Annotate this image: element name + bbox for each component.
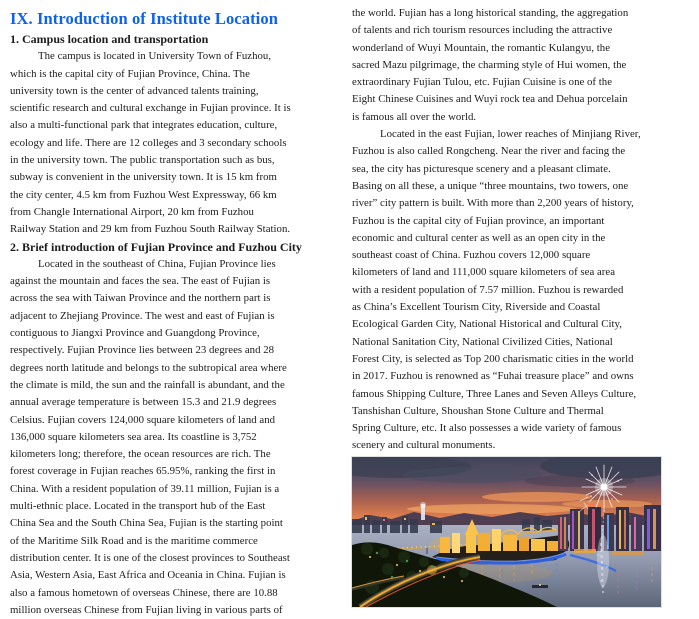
text-line: Spring Culture, etc. It also possesses a wide variety of famous bbox=[352, 422, 622, 435]
text-line: Railway Station and 29 km from Fuzhou South Railway Station. bbox=[10, 223, 291, 236]
text-line: sea, the city has picturesque scenery and a pleasant climate. bbox=[352, 162, 611, 175]
text-line: 136,000 square kilometers sea area. Its coastline is 3,752 bbox=[10, 430, 257, 443]
text-line: as China’s Excellent Tourism City, Riverside and Coastal bbox=[352, 301, 601, 314]
text-line: also a famous hometown of overseas Chinese, there are 10.88 bbox=[10, 586, 278, 599]
text-line: scientific research and cultural exchange in Fujian province. It is bbox=[10, 102, 291, 115]
text-line: kilometers of land and 111,000 square kilometers of sea area bbox=[352, 266, 616, 279]
text-line: against the mountain and faces the sea. The east of Fujian is bbox=[10, 275, 271, 288]
text-line: from Changle International Airport, 20 km from Fuzhou bbox=[10, 205, 254, 218]
text-line: Fuzhou is the capital city of Fujian province, an important bbox=[352, 214, 605, 227]
text-line: in 2017. Fuzhou is renowned as “Fuhai treasure place” and owns bbox=[352, 370, 634, 383]
text-line: Tanshishan Culture, Shoushan Stone Culture and Thermal bbox=[352, 404, 604, 417]
text-line: ecology and life. There are 12 colleges and 3 secondary schools bbox=[10, 136, 287, 149]
text-line: Celsius. Fujian covers 124,000 square kilometers of land and bbox=[10, 413, 276, 426]
text-line: also a multi-functional park that integrates education, culture, bbox=[10, 119, 278, 132]
page-title: IX. Introduction of Institute Location bbox=[10, 9, 278, 28]
text-line: of talents and rich tourism resources including the attractive bbox=[352, 24, 613, 37]
text-line: of the Maritime Silk Road and is the maritime commerce bbox=[10, 534, 258, 547]
text-line: extraordinary Fujian Tulou, etc. Fujian Cuisine is one of the bbox=[352, 76, 613, 89]
text-line: wonderland of Wuyi Mountain, the romantic Kulangyu, the bbox=[352, 41, 611, 54]
text-line: Located in the east Fujian, lower reaches of Minjiang River, bbox=[380, 128, 641, 141]
text-line: economic and cultural center as well as an open city in the bbox=[352, 231, 606, 244]
text-line: Fuzhou is also called Rongcheng. Near the river and facing the bbox=[352, 145, 626, 158]
paragraph-fujian bbox=[10, 256, 350, 619]
text-line: respectively. Fujian Province lies between 23 degrees and 28 bbox=[10, 344, 275, 357]
heading-campus-location: 1. Campus location and transportation bbox=[10, 32, 209, 46]
paragraph-campus bbox=[10, 48, 350, 238]
text-line: in the university town. The public transportation such as bus, bbox=[10, 154, 275, 167]
text-line: the world. Fujian has a long historical standing, the aggregation bbox=[352, 7, 629, 19]
left-column bbox=[10, 6, 350, 619]
text-line: Eight Chinese Cuisines and Wuyi rock tea and Dehua porcelain bbox=[352, 93, 628, 106]
text-line: the climate is mild, the sun and the rainfall is abundant, and the bbox=[10, 378, 285, 391]
text-line: China. With a resident population of 39.11 million, Fujian is a bbox=[10, 482, 280, 495]
text-line: contiguous to Jiangxi Province and Guangdong Province, bbox=[10, 327, 260, 340]
text-line: multi-ethnic place. Located in the transport hub of the East bbox=[10, 500, 266, 513]
text-line: distribution center. It is one of the closest provinces to Southeast bbox=[10, 551, 290, 564]
text-line: annual average temperature is between 15.3 and 21.9 degrees bbox=[10, 396, 277, 409]
cityscape-illustration bbox=[352, 457, 661, 607]
paragraph-fuzhou bbox=[352, 126, 694, 455]
text-line: Basing on all these, a unique “three mountains, two towers, one bbox=[352, 179, 629, 192]
text-line: million overseas Chinese from Fujian living in various parts of bbox=[10, 603, 283, 616]
text-line: which is the capital city of Fujian Province, China. The bbox=[10, 67, 250, 80]
heading-fujian-fuzhou-intro: 2. Brief introduction of Fujian Province and Fuzhou City bbox=[10, 239, 302, 254]
text-line: scenery and cultural monuments. bbox=[352, 439, 496, 452]
text-line: across the sea with Taiwan Province and the northern part is bbox=[10, 292, 271, 305]
text-line: China Sea and the South China Sea, Fujian is the starting point bbox=[10, 517, 283, 530]
text-line: famous Shipping Culture, Three Lanes and Seven Alleys Culture, bbox=[352, 387, 637, 400]
text-line: Located in the southeast of China, Fujian Province lies bbox=[38, 257, 276, 270]
text-line: Asia, Western Asia, East Africa and Oceania in China. Fujian is bbox=[10, 569, 286, 582]
text-line: university town is the center of advanced talents training, bbox=[10, 84, 259, 97]
text-line: subway is convenient in the university town. It is 15 km from bbox=[10, 171, 277, 184]
text-line: sacred Mazu pilgrimage, the charming style of Hui women, the bbox=[352, 58, 627, 71]
text-line: with a resident population of 7.57 million. Fuzhou is rewarded bbox=[352, 283, 624, 296]
text-line: forest coverage in Fujian reaches 65.95%, ranking the first in bbox=[10, 465, 276, 478]
text-line: kilometers long; therefore, the ocean resources are rich. The bbox=[10, 448, 271, 461]
text-line: Ecological Garden City, National Historical and Cultural City, bbox=[352, 318, 622, 331]
text-line: river” city pattern is built. With more than 2,200 years of history, bbox=[352, 197, 634, 210]
text-line: is famous all over the world. bbox=[352, 110, 477, 123]
fuzhou-night-cityscape-photo bbox=[352, 457, 661, 607]
text-line: adjacent to Zhejiang Province. The west and east of Fujian is bbox=[10, 309, 275, 322]
text-line: degrees north latitude and belongs to the subtropical area where bbox=[10, 361, 287, 374]
text-line: southeast coast of China. Fuzhou covers 12,000 square bbox=[352, 249, 591, 262]
text-line: the city center, 4.5 km from Fuzhou West Expressway, 66 km bbox=[10, 188, 277, 201]
right-column bbox=[352, 5, 694, 607]
paragraph-fujian-continued bbox=[352, 5, 694, 126]
text-line: The campus is located in University Town of Fuzhou, bbox=[38, 50, 272, 63]
text-line: Forest City, is selected as Top 200 charismatic cities in the world bbox=[352, 352, 634, 365]
text-line: National Sanitation City, National Civilized Cities, National bbox=[352, 335, 613, 348]
